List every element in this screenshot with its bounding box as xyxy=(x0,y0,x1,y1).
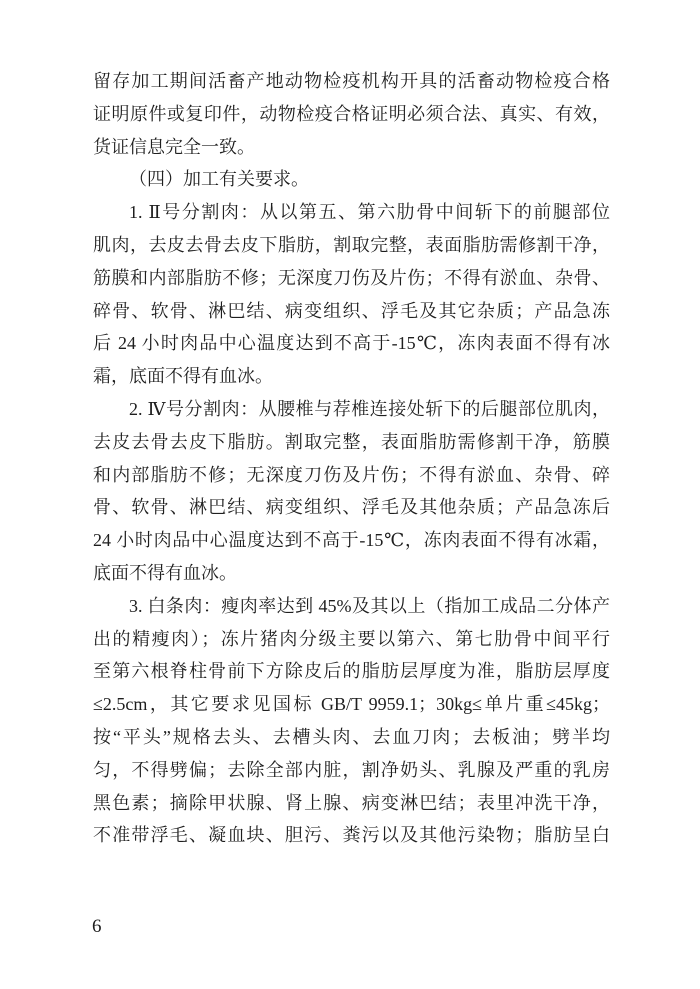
text-line: 筋膜和内部脂肪不修；无深度刀伤及片伤；不得有淤血、杂骨、 xyxy=(93,267,610,288)
document-content xyxy=(93,65,610,852)
text-line: 和内部脂肪不修；无深度刀伤及片伤；不得有淤血、杂骨、碎 xyxy=(93,464,610,485)
text-line: 不准带浮毛、凝血块、胆污、粪污以及其他污染物；脂肪呈白 xyxy=(93,825,610,846)
text-line: 去皮去骨去皮下脂肪。割取完整，表面脂肪需修割干净，筋膜 xyxy=(93,431,610,452)
text-line: 骨、软骨、淋巴结、病变组织、浮毛及其他杂质；产品急冻后 xyxy=(93,497,610,518)
text-line: 24 小时肉品中心温度达到不高于-15℃，冻肉表面不得有冰霜， xyxy=(93,530,610,551)
text-line: 出的精瘦肉）；冻片猪肉分级主要以第六、第七肋骨中间平行 xyxy=(93,628,610,649)
text-line: 留存加工期间活畜产地动物检疫机构开具的活畜动物检疫合格 xyxy=(93,71,610,91)
text-line: 肌肉，去皮去骨去皮下脂肪，割取完整，表面脂肪需修割干净， xyxy=(93,234,610,255)
text-line: 霜，底面不得有血冰。 xyxy=(93,366,273,387)
text-line: 1. Ⅱ号分割肉：从以第五、第六肋骨中间斩下的前腿部位 xyxy=(129,202,610,223)
text-line: 至第六根脊柱骨前下方除皮后的脂肪层厚度为准，脂肪层厚度 xyxy=(93,661,610,682)
text-line: 2. Ⅳ号分割肉：从腰椎与荐椎连接处斩下的后腿部位肌肉， xyxy=(129,398,610,419)
text-line: 3. 白条肉：瘦肉率达到 45%及其以上（指加工成品二分体产 xyxy=(129,595,610,616)
text-line: 黑色素；摘除甲状腺、肾上腺、病变淋巴结；表里冲洗干净， xyxy=(93,792,610,813)
text-line: 匀，不得劈偏；去除全部内脏，割净奶头、乳腺及严重的乳房 xyxy=(93,759,610,780)
text-line: 货证信息完全一致。 xyxy=(93,136,255,157)
text-line: 按“平头”规格去头、去槽头肉、去血刀肉；去板油；劈半均 xyxy=(93,726,610,747)
text-line: 碎骨、软骨、淋巴结、病变组织、浮毛及其它杂质；产品急冻 xyxy=(93,300,610,321)
text-line: （四）加工有关要求。 xyxy=(129,169,309,190)
text-line: ≤2.5cm，其它要求见国标 GB/T 9959.1；30kg≤单片重≤45kg； xyxy=(93,694,610,715)
text-line: 底面不得有血冰。 xyxy=(93,562,237,583)
page-number: 6 xyxy=(92,916,102,937)
text-line: 证明原件或复印件，动物检疫合格证明必须合法、真实、有效， xyxy=(93,103,610,124)
text-line: 后 24 小时肉品中心温度达到不高于-15℃，冻肉表面不得有冰 xyxy=(93,333,610,354)
